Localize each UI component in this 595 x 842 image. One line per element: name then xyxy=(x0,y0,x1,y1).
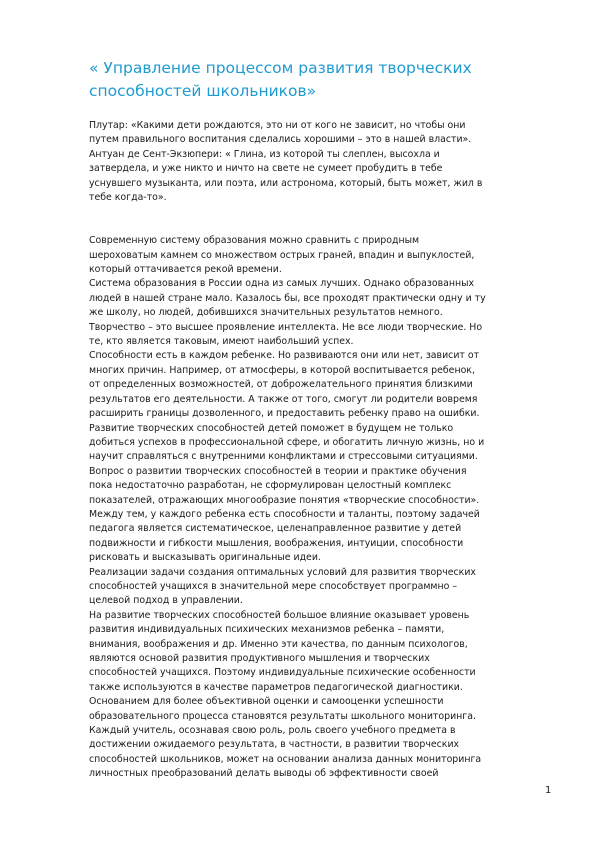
paragraph-spacer xyxy=(89,205,559,219)
paragraph-spacer xyxy=(89,220,559,234)
document-body xyxy=(89,119,559,782)
page-number: 1 xyxy=(545,785,552,796)
page-title: « Управление процессом развития творческих способностей школьников» xyxy=(89,59,472,100)
main-text: Современную систему образования можно сравнить с природным шероховатым камнем со множеством острых граней, впадин и выпуклостей, который оттачивается рекой времени. Система образования в России одна из самых лучших. Однако образованных людей в нашей стране мало. Казалось бы, все проходят практически одну и ту же школу, но людей, добившихся значительных результатов немного. Творчество – это высшее проявление интеллекта. Не все люди творческие. Но те, кто является таковым, имеют наибольший успех. Способности есть в каждом ребенке. Но развиваются они или нет, зависит от многих причин. Например, от атмосферы, в которой воспитывается ребенок, от определенных возможностей, от доброжелательного принятия близкими результатов его деятельности. А также от того, смогут ли родители вовремя расширить границы дозволенного, и предоставить ребенку право на ошибки. Развитие творческих способностей детей поможет в будущем не только добиться успехов в профессиональной сфере, и обогатить личную жизнь, но и научит справляться с внутренними конфликтами и стрессовыми ситуациями. Вопрос о развитии творческих способностей в теории и практике обучения пока недостаточно разработан, не сформулирован целостный комплекс показателей, отражающих многообразие понятия «творческие способности». Между тем, у каждого ребенка есть способности и таланты, поэтому задачей педагога является систематическое, целенаправленное развитие у детей подвижности и гибкости мышления, воображения, интуиции, способности рисковать и высказывать оригинальные идеи. Реализации задачи создания оптимальных условий для развития творческих способностей учащихся в значительной мере способствует программно – целевой подход в управлении. На развитие творческих способностей большое влияние оказывает уровень развития индивидуальных психических механизмов ребенка – памяти, внимания, воображения и др. Именно эти качества, по данным психологов, являются основой развития продуктивного мышления и творческих способностей учащихся. Поэтому индивидуальные психические особенности также используются в качестве параметров педагогической диагностики. Основанием для более объективной оценки и самооценки успешности образовательного процесса становятся результаты школьного мониторинга. Каждый учитель, осознавая свою роль, роль своего учебного предмета в достижении ожидаемого результата, в частности, в развитии творческих способностей школьников, может на основании анализа данных мониторинга личностных преобразований делать выводы об эффективности своей xyxy=(89,235,486,780)
epigraph: Плутар: «Какими дети рождаются, это ни от кого не зависит, но чтобы они путем правильного воспитания сделались хорошими – это в нашей власти». Антуан де Сент-Экзюпери: « Глина, из которой ты слеплен, высохла и затвердела, и уже никто и ничто на свете не сумеет пробудить в тебе уснувшего музыканта, или поэта, или астронома, который, быть может, жил в тебе когда-то». xyxy=(89,120,483,204)
